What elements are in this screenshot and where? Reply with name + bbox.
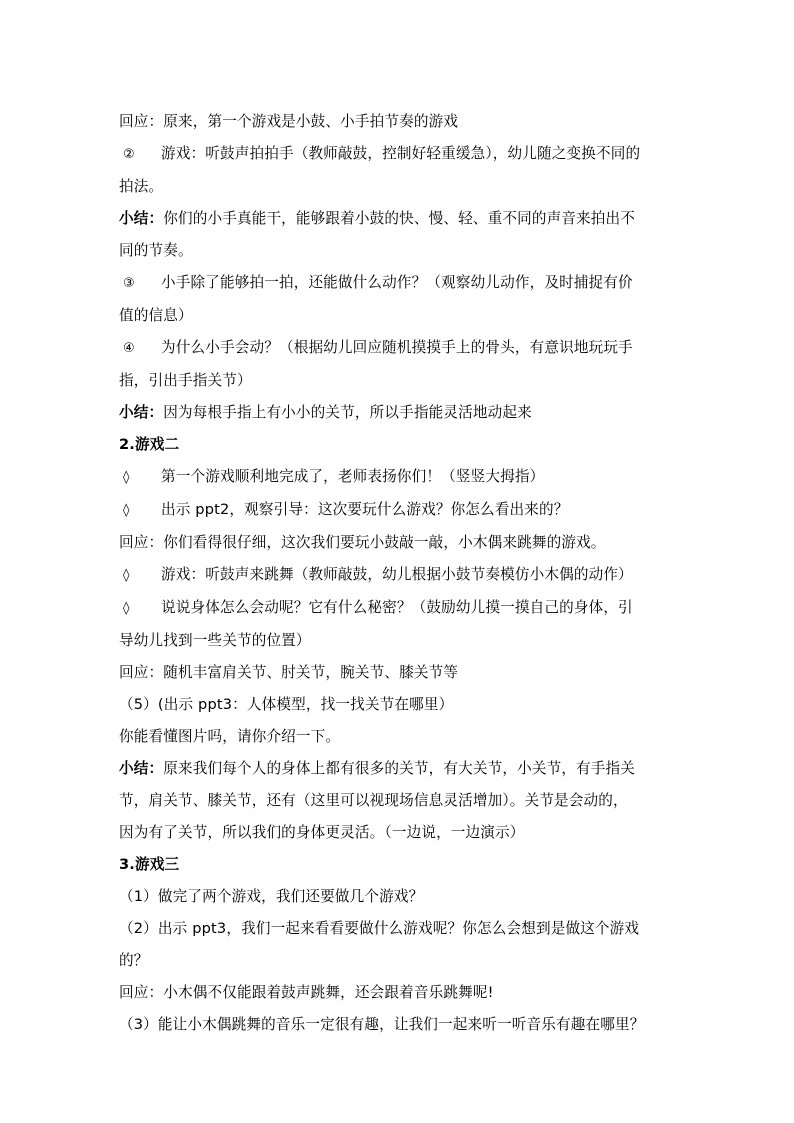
section-heading bbox=[119, 429, 675, 461]
line-text: （1）做完了两个游戏，我们还要做几个游戏？ bbox=[119, 888, 424, 905]
section-heading bbox=[119, 849, 675, 881]
paragraph-line bbox=[119, 913, 675, 945]
summary-line bbox=[119, 397, 675, 429]
paragraph-line bbox=[119, 657, 675, 689]
line-text: 小手除了能够拍一拍，还能做什么动作？（观察幼儿动作，及时捕捉有价 bbox=[161, 274, 633, 291]
paragraph-line bbox=[119, 1009, 675, 1041]
summary-line bbox=[119, 753, 675, 785]
line-text: 游戏：听鼓声拍拍手（教师敲鼓，控制好轻重缓急），幼儿随之变换不同的 bbox=[161, 145, 641, 162]
line-text: 因为每根手指上有小小的关节，所以手指能灵活地动起来 bbox=[163, 404, 532, 421]
paragraph-line bbox=[119, 235, 675, 267]
list-item bbox=[119, 332, 675, 365]
list-item bbox=[119, 138, 675, 171]
line-text: 第一个游戏顺利地完成了，老师表扬你们！（竖竖大拇指） bbox=[161, 468, 545, 485]
line-text: （5）(出示 ppt3：人体模型，找一找关节在哪里） bbox=[119, 696, 454, 713]
line-text: 为什么小手会动？（根据幼儿回应随机摸摸手上的骨头，有意识地玩玩手 bbox=[161, 339, 633, 356]
line-text: 回应：你们看得很仔细，这次我们要玩小鼓敲一敲，小木偶来跳舞的游戏。 bbox=[119, 534, 606, 551]
line-text: 你能看懂图片吗，请你介绍一下。 bbox=[119, 728, 341, 745]
document-body bbox=[119, 106, 675, 1041]
paragraph-line bbox=[119, 689, 675, 721]
line-text: （3）能让小木偶跳舞的音乐一定很有趣，让我们一起来听一听音乐有趣在哪里？ bbox=[119, 1016, 645, 1033]
list-item bbox=[119, 592, 675, 625]
item-number-marker: ③ bbox=[123, 276, 135, 291]
line-text: 值的信息） bbox=[119, 307, 193, 324]
paragraph-line bbox=[119, 881, 675, 913]
diamond-bullet-icon: ◊ bbox=[123, 470, 130, 485]
line-text: 游戏：听鼓声来跳舞（教师敲鼓，幼儿根据小鼓节奏模仿小木偶的动作） bbox=[161, 566, 633, 583]
summary-label: 小结： bbox=[119, 404, 164, 421]
item-number-marker: ④ bbox=[123, 341, 135, 356]
paragraph-line bbox=[119, 300, 675, 332]
paragraph-line bbox=[119, 106, 675, 138]
diamond-bullet-icon: ◊ bbox=[123, 601, 130, 616]
line-text: 导幼儿找到一些关节的位置） bbox=[119, 632, 311, 649]
paragraph-line bbox=[119, 945, 675, 977]
line-text: 因为有了关节，所以我们的身体更灵活。（一边说，一边演示） bbox=[119, 824, 525, 841]
line-text: 说说身体怎么会动呢？它有什么秘密？（鼓励幼儿摸一摸自己的身体，引 bbox=[161, 599, 633, 616]
summary-label: 小结： bbox=[119, 760, 164, 777]
diamond-bullet-icon: ◊ bbox=[123, 503, 130, 518]
paragraph-line bbox=[119, 625, 675, 657]
summary-label: 小结： bbox=[119, 210, 164, 227]
item-number-marker: ② bbox=[123, 147, 135, 162]
line-text: 回应：随机丰富肩关节、肘关节，腕关节、膝关节等 bbox=[119, 664, 459, 681]
diamond-bullet-icon: ◊ bbox=[123, 568, 130, 583]
line-text: （2）出示 ppt3，我们一起来看看要做什么游戏呢？你怎么会想到是做这个游戏 bbox=[119, 920, 640, 937]
list-item bbox=[119, 494, 675, 527]
section-heading-text: 3.游戏三 bbox=[119, 856, 180, 873]
line-text: 同的节奏。 bbox=[119, 242, 193, 259]
list-item bbox=[119, 461, 675, 494]
line-text: 拍法。 bbox=[119, 178, 164, 195]
paragraph-line bbox=[119, 817, 675, 849]
paragraph-line bbox=[119, 785, 675, 817]
paragraph-line bbox=[119, 977, 675, 1009]
paragraph-line bbox=[119, 365, 675, 397]
list-item bbox=[119, 559, 675, 592]
summary-line bbox=[119, 203, 675, 235]
line-text: 回应：原来，第一个游戏是小鼓、小手拍节奏的游戏 bbox=[119, 113, 459, 130]
section-heading-text: 2.游戏二 bbox=[119, 436, 180, 453]
line-text: 回应：小木偶不仅能跟着鼓声跳舞，还会跟着音乐跳舞呢! bbox=[119, 984, 494, 1001]
line-text: 指，引出手指关节） bbox=[119, 372, 252, 389]
line-text: 的？ bbox=[119, 952, 149, 969]
paragraph-line bbox=[119, 721, 675, 753]
line-text: 出示 ppt2，观察引导：这次要玩什么游戏？你怎么看出来的？ bbox=[161, 501, 569, 518]
line-text: 节，肩关节、膝关节，还有（这里可以视现场信息灵活增加）。关节是会动的， bbox=[119, 792, 628, 809]
paragraph-line bbox=[119, 171, 675, 203]
paragraph-line bbox=[119, 527, 675, 559]
line-text: 你们的小手真能干，能够跟着小鼓的快、慢、轻、重不同的声音来拍出不 bbox=[163, 210, 636, 227]
list-item bbox=[119, 267, 675, 300]
line-text: 原来我们每个人的身体上都有很多的关节，有大关节，小关节，有手指关 bbox=[163, 760, 636, 777]
